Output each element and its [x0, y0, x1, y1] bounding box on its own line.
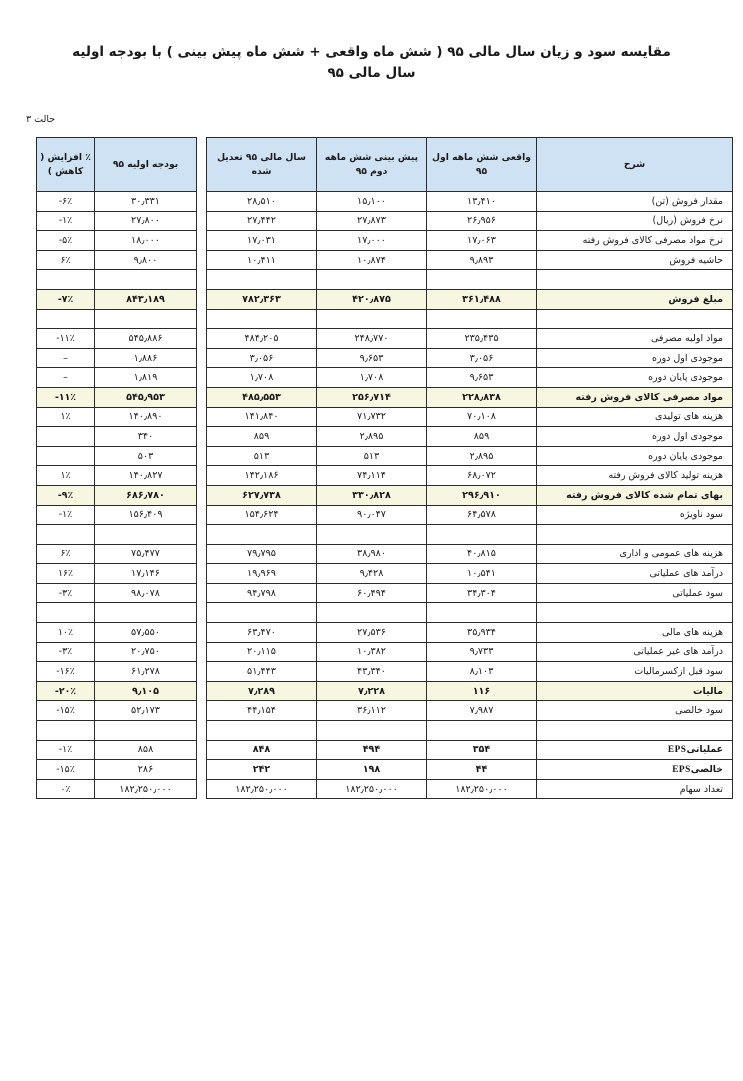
cell-actual	[427, 309, 537, 329]
row-label: تعداد سهام	[537, 779, 733, 799]
cell-actual: ۱۳٫۴۱۰	[427, 192, 537, 212]
cell-actual: ۴۴	[427, 760, 537, 780]
col-header-change-pct: ٪ افزایش ( کاهش )	[37, 138, 95, 192]
table-row	[207, 721, 733, 741]
cell-initial-budget: ۱۸٫۰۰۰	[95, 231, 197, 251]
row-label-eps: عملیاتیEPS	[537, 740, 733, 760]
cell-forecast: ۹۰٫۰۴۷	[317, 505, 427, 525]
row-label: درآمد های غیر عملیاتی	[537, 642, 733, 662]
cell-actual	[427, 721, 537, 741]
table-row	[207, 270, 733, 290]
cell-forecast: ۹٫۴۲۸	[317, 564, 427, 584]
table-row	[37, 368, 197, 388]
page-title: مقایسه سود و زیان سال مالی ۹۵ ( شش ماه واقعی + شش ماه پیش بینی ) با بودجه اولیه سال مالی ۹۵	[72, 44, 671, 81]
cell-change-percent: ‎-۳٪	[37, 583, 95, 603]
cell-change-percent	[37, 603, 95, 623]
cell-initial-budget: ۳۴۰	[95, 427, 197, 447]
cell-forecast: ۲٫۸۹۵	[317, 427, 427, 447]
cell-adjusted: ۳٫۰۵۶	[207, 348, 317, 368]
cell-forecast: ۱۵٫۱۰۰	[317, 192, 427, 212]
cell-adjusted: ۲۴۲	[207, 760, 317, 780]
cell-change-percent: –	[37, 348, 95, 368]
cell-adjusted: ۲۷٫۴۴۲	[207, 211, 317, 231]
table-row	[37, 779, 197, 799]
table-row	[37, 407, 197, 427]
table-row	[37, 740, 197, 760]
table-row	[37, 348, 197, 368]
cell-actual: ۸٫۱۰۳	[427, 662, 537, 682]
cell-adjusted	[207, 309, 317, 329]
col-header-description: شرح	[537, 138, 733, 192]
cell-initial-budget: ۳۰٫۳۳۱	[95, 192, 197, 212]
table-row	[37, 309, 197, 329]
cell-change-percent: ‎-۷٪	[37, 289, 95, 309]
cell-actual: ۶۴٫۵۷۸	[427, 505, 537, 525]
cell-initial-budget	[95, 603, 197, 623]
tables-container	[10, 137, 733, 799]
cell-initial-budget: ۸۵۸	[95, 740, 197, 760]
cell-change-percent: ‎-۵٪	[37, 231, 95, 251]
cell-change-percent	[37, 446, 95, 466]
cell-adjusted	[207, 603, 317, 623]
col-header-initial-budget: بودجه اولیه ۹۵	[95, 138, 197, 192]
table-row	[207, 250, 733, 270]
cell-initial-budget: ۱۵۶٫۴۰۹	[95, 505, 197, 525]
table-row	[207, 505, 733, 525]
cell-actual: ۱۰٫۵۴۱	[427, 564, 537, 584]
table-row	[37, 289, 197, 309]
cell-actual: ۹٫۶۵۳	[427, 368, 537, 388]
cell-change-percent: ۰٪	[37, 779, 95, 799]
table-row	[207, 309, 733, 329]
cell-actual: ۳٫۰۵۶	[427, 348, 537, 368]
cell-adjusted: ۱۸۲٫۲۵۰٫۰۰۰	[207, 779, 317, 799]
cell-forecast: ۲۷٫۵۳۶	[317, 623, 427, 643]
cell-change-percent: ‎-۱٪	[37, 211, 95, 231]
cell-initial-budget: ۲۰٫۷۵۰	[95, 642, 197, 662]
cell-forecast: ۴۳٫۳۴۰	[317, 662, 427, 682]
cell-initial-budget: ۱۸۲٫۲۵۰٫۰۰۰	[95, 779, 197, 799]
table-row	[37, 681, 197, 701]
cell-adjusted: ۵۱٫۴۴۳	[207, 662, 317, 682]
cell-forecast	[317, 270, 427, 290]
row-label: هزینه های تولیدی	[537, 407, 733, 427]
table-row	[37, 270, 197, 290]
cell-change-percent: ‎-۱۱٪	[37, 387, 95, 407]
row-label: مواد اولیه مصرفی	[537, 329, 733, 349]
cell-initial-budget: ۶۸۶٫۷۸۰	[95, 485, 197, 505]
cell-initial-budget: ۱٫۸۱۹	[95, 368, 197, 388]
row-label: مواد مصرفی کالای فروش رفته	[537, 387, 733, 407]
row-label	[537, 270, 733, 290]
row-label	[537, 603, 733, 623]
cell-actual: ۲۲۸٫۸۳۸	[427, 387, 537, 407]
cell-change-percent: ۱۰٪	[37, 623, 95, 643]
cell-initial-budget	[95, 721, 197, 741]
cell-actual: ۲۹۶٫۹۱۰	[427, 485, 537, 505]
corner-note: حالت ۳	[26, 114, 56, 125]
cell-forecast: ۳۶٫۱۱۲	[317, 701, 427, 721]
cell-adjusted: ۱۷٫۰۳۱	[207, 231, 317, 251]
cell-forecast	[317, 525, 427, 545]
table-row	[37, 192, 197, 212]
cell-change-percent: ‎-۱۵٪	[37, 760, 95, 780]
side-table-header-row	[37, 138, 197, 192]
cell-forecast: ۵۱۳	[317, 446, 427, 466]
table-row	[207, 642, 733, 662]
table-row	[207, 623, 733, 643]
table-row	[207, 564, 733, 584]
cell-initial-budget: ۵۷٫۵۵۰	[95, 623, 197, 643]
side-table-body	[37, 192, 197, 799]
cell-forecast: ۱۰٫۸۷۴	[317, 250, 427, 270]
cell-forecast: ۷٫۲۲۸	[317, 681, 427, 701]
cell-initial-budget: ۲۸۶	[95, 760, 197, 780]
cell-adjusted: ۱٫۷۰۸	[207, 368, 317, 388]
cell-change-percent: ‎-۱۵٪	[37, 701, 95, 721]
cell-forecast: ۲۵۶٫۷۱۴	[317, 387, 427, 407]
row-label: موجودی پایان دوره	[537, 446, 733, 466]
table-row	[207, 231, 733, 251]
cell-adjusted: ۶۳٫۴۷۰	[207, 623, 317, 643]
table-row	[207, 446, 733, 466]
row-label: نرخ فروش (ریال)	[537, 211, 733, 231]
cell-actual: ۷٫۹۸۷	[427, 701, 537, 721]
row-label: حاشیه فروش	[537, 250, 733, 270]
table-row	[207, 760, 733, 780]
main-table-body	[207, 192, 733, 799]
cell-forecast: ۳۸٫۹۸۰	[317, 544, 427, 564]
cell-actual: ۷۰٫۱۰۸	[427, 407, 537, 427]
cell-forecast: ۴۹۴	[317, 740, 427, 760]
cell-forecast: ۱۷٫۰۰۰	[317, 231, 427, 251]
cell-change-percent: ‎-۶٪	[37, 192, 95, 212]
cell-initial-budget: ۱٫۸۸۶	[95, 348, 197, 368]
table-row	[37, 485, 197, 505]
table-row	[207, 427, 733, 447]
cell-adjusted: ۸۴۸	[207, 740, 317, 760]
row-label: موجودی اول دوره	[537, 427, 733, 447]
table-row	[37, 662, 197, 682]
cell-forecast: ۷۴٫۱۱۴	[317, 466, 427, 486]
cell-change-percent: ‎-۳٪	[37, 642, 95, 662]
cell-change-percent	[37, 270, 95, 290]
row-label: درآمد های عملیاتی	[537, 564, 733, 584]
cell-initial-budget	[95, 270, 197, 290]
cell-actual: ۶۸٫۰۷۲	[427, 466, 537, 486]
cell-adjusted: ۴۸۵٫۵۵۳	[207, 387, 317, 407]
table-row	[207, 701, 733, 721]
cell-adjusted: ۷٫۲۸۹	[207, 681, 317, 701]
cell-actual: ۱۷٫۰۶۳	[427, 231, 537, 251]
cell-forecast: ۱۸۲٫۲۵۰٫۰۰۰	[317, 779, 427, 799]
table-row	[207, 779, 733, 799]
cell-forecast: ۱۹۸	[317, 760, 427, 780]
row-label: سود ناویژه	[537, 505, 733, 525]
cell-forecast	[317, 721, 427, 741]
table-row	[207, 662, 733, 682]
table-row	[37, 564, 197, 584]
cell-forecast: ۴۲۰٫۸۷۵	[317, 289, 427, 309]
cell-initial-budget: ۹۸٫۰۷۸	[95, 583, 197, 603]
cell-adjusted: ۴۴٫۱۵۴	[207, 701, 317, 721]
cell-actual: ۴۰٫۸۱۵	[427, 544, 537, 564]
profit-loss-main-table	[206, 137, 733, 799]
table-row	[37, 427, 197, 447]
cell-forecast: ۷۱٫۷۳۲	[317, 407, 427, 427]
cell-change-percent: ‎-۱٪	[37, 740, 95, 760]
cell-adjusted: ۹۴٫۷۹۸	[207, 583, 317, 603]
cell-actual: ۲۳۵٫۴۳۵	[427, 329, 537, 349]
cell-forecast: ۲۴۸٫۷۷۰	[317, 329, 427, 349]
cell-actual: ۳۵٫۹۳۴	[427, 623, 537, 643]
document-page	[0, 42, 743, 1081]
cell-adjusted: ۷۸۲٫۳۶۳	[207, 289, 317, 309]
table-row	[37, 211, 197, 231]
cell-change-percent: ۱۶٪	[37, 564, 95, 584]
cell-actual	[427, 603, 537, 623]
cell-change-percent	[37, 721, 95, 741]
table-row	[37, 387, 197, 407]
table-row	[37, 544, 197, 564]
cell-actual: ۲٫۸۹۵	[427, 446, 537, 466]
cell-forecast: ۱٫۷۰۸	[317, 368, 427, 388]
table-row	[207, 681, 733, 701]
cell-adjusted: ۴۸۴٫۲۰۵	[207, 329, 317, 349]
cell-actual: ۹٫۸۹۳	[427, 250, 537, 270]
cell-initial-budget: ۸۴۳٫۱۸۹	[95, 289, 197, 309]
cell-initial-budget: ۵۴۵٫۹۵۳	[95, 387, 197, 407]
cell-adjusted: ۶۲۷٫۷۳۸	[207, 485, 317, 505]
main-table-header-row	[207, 138, 733, 192]
table-row	[207, 407, 733, 427]
table-row	[37, 446, 197, 466]
row-label: سود عملیاتی	[537, 583, 733, 603]
row-label-eps: خالصیEPS	[537, 760, 733, 780]
cell-initial-budget	[95, 525, 197, 545]
cell-forecast	[317, 309, 427, 329]
table-row	[207, 525, 733, 545]
table-row	[37, 250, 197, 270]
table-row	[207, 583, 733, 603]
table-row	[37, 583, 197, 603]
row-label: بهای تمام شده کالای فروش رفته	[537, 485, 733, 505]
table-row	[37, 505, 197, 525]
row-label: سود قبل ازکسرمالیات	[537, 662, 733, 682]
cell-change-percent: ۱٪	[37, 466, 95, 486]
row-label	[537, 525, 733, 545]
cell-forecast: ۹٫۶۵۳	[317, 348, 427, 368]
cell-actual: ۱۸۲٫۲۵۰٫۰۰۰	[427, 779, 537, 799]
row-label: مبلغ فروش	[537, 289, 733, 309]
cell-adjusted: ۵۱۳	[207, 446, 317, 466]
cell-initial-budget: ۹٫۸۰۰	[95, 250, 197, 270]
cell-initial-budget: ۱۴۰٫۸۹۰	[95, 407, 197, 427]
cell-initial-budget: ۱۴۰٫۸۲۷	[95, 466, 197, 486]
cell-initial-budget: ۱۷٫۱۴۶	[95, 564, 197, 584]
row-label: نرخ مواد مصرفی کالای فروش رفته	[537, 231, 733, 251]
row-label: هزینه تولید کالای فروش رفته	[537, 466, 733, 486]
col-header-actual-first-half: واقعی شش ماهه اول ۹۵	[427, 138, 537, 192]
table-row	[37, 525, 197, 545]
cell-change-percent: ۶٪	[37, 544, 95, 564]
cell-initial-budget: ۲۷٫۸۰۰	[95, 211, 197, 231]
cell-change-percent: ‎-۱۱٪	[37, 329, 95, 349]
table-row	[207, 348, 733, 368]
cell-change-percent: ‎-۲۰٪	[37, 681, 95, 701]
table-row	[37, 701, 197, 721]
cell-forecast: ۳۳۰٫۸۲۸	[317, 485, 427, 505]
row-label: سود خالصی	[537, 701, 733, 721]
cell-actual: ۲۶٫۹۵۶	[427, 211, 537, 231]
row-label: موجودی پایان دوره	[537, 368, 733, 388]
table-row	[207, 192, 733, 212]
cell-adjusted	[207, 721, 317, 741]
cell-change-percent	[37, 525, 95, 545]
table-row	[37, 642, 197, 662]
cell-actual: ۸۵۹	[427, 427, 537, 447]
cell-actual: ۳۴٫۳۰۴	[427, 583, 537, 603]
row-label	[537, 309, 733, 329]
cell-adjusted: ۲۸٫۵۱۰	[207, 192, 317, 212]
cell-forecast	[317, 603, 427, 623]
row-label: هزینه های عمومی و اداری	[537, 544, 733, 564]
table-row	[37, 231, 197, 251]
cell-initial-budget: ۷۵٫۴۷۷	[95, 544, 197, 564]
table-row	[207, 603, 733, 623]
table-row	[37, 623, 197, 643]
row-label: موجودی اول دوره	[537, 348, 733, 368]
cell-change-percent: ۱٪	[37, 407, 95, 427]
cell-adjusted: ۱۹٫۹۶۹	[207, 564, 317, 584]
cell-change-percent: ‎-۱۶٪	[37, 662, 95, 682]
table-row	[207, 466, 733, 486]
cell-forecast: ۶۰٫۴۹۴	[317, 583, 427, 603]
table-row	[207, 544, 733, 564]
table-row	[207, 485, 733, 505]
cell-change-percent: ۶٪	[37, 250, 95, 270]
cell-adjusted: ۷۹٫۷۹۵	[207, 544, 317, 564]
table-row	[37, 466, 197, 486]
col-header-forecast-second-half: پیش بینی شش ماهه دوم ۹۵	[317, 138, 427, 192]
budget-comparison-table	[36, 137, 197, 799]
cell-change-percent	[37, 309, 95, 329]
table-row	[207, 387, 733, 407]
cell-change-percent	[37, 427, 95, 447]
cell-actual	[427, 270, 537, 290]
table-row	[37, 760, 197, 780]
cell-actual	[427, 525, 537, 545]
col-header-adjusted-year: سال مالی ۹۵ تعدیل شده	[207, 138, 317, 192]
cell-actual: ۳۶۱٫۴۸۸	[427, 289, 537, 309]
cell-adjusted: ۸۵۹	[207, 427, 317, 447]
cell-actual: ۳۵۴	[427, 740, 537, 760]
cell-adjusted: ۱۴۲٫۱۸۶	[207, 466, 317, 486]
table-row	[207, 289, 733, 309]
table-row	[207, 368, 733, 388]
cell-initial-budget: ۶۱٫۲۷۸	[95, 662, 197, 682]
row-label: مالیات	[537, 681, 733, 701]
cell-initial-budget: ۵۴۵٫۸۸۶	[95, 329, 197, 349]
cell-forecast: ۱۰٫۳۸۲	[317, 642, 427, 662]
cell-adjusted	[207, 525, 317, 545]
cell-adjusted	[207, 270, 317, 290]
cell-actual: ۹٫۷۳۳	[427, 642, 537, 662]
cell-adjusted: ۲۰٫۱۱۵	[207, 642, 317, 662]
cell-change-percent: –	[37, 368, 95, 388]
cell-initial-budget	[95, 309, 197, 329]
cell-change-percent: ‎-۱٪	[37, 505, 95, 525]
table-row	[207, 329, 733, 349]
cell-adjusted: ۱۵۴٫۶۲۴	[207, 505, 317, 525]
table-row	[37, 603, 197, 623]
table-row	[37, 721, 197, 741]
cell-initial-budget: ۵۰۳	[95, 446, 197, 466]
cell-actual: ۱۱۶	[427, 681, 537, 701]
cell-adjusted: ۱۰٫۴۱۱	[207, 250, 317, 270]
row-label: هزینه های مالی	[537, 623, 733, 643]
table-row	[207, 740, 733, 760]
cell-forecast: ۲۷٫۸۷۳	[317, 211, 427, 231]
cell-adjusted: ۱۴۱٫۸۴۰	[207, 407, 317, 427]
cell-initial-budget: ۹٫۱۰۵	[95, 681, 197, 701]
cell-initial-budget: ۵۲٫۱۷۳	[95, 701, 197, 721]
table-row	[207, 211, 733, 231]
table-row	[37, 329, 197, 349]
cell-change-percent: ‎-۹٪	[37, 485, 95, 505]
row-label	[537, 721, 733, 741]
row-label: مقدار فروش (تن)	[537, 192, 733, 212]
